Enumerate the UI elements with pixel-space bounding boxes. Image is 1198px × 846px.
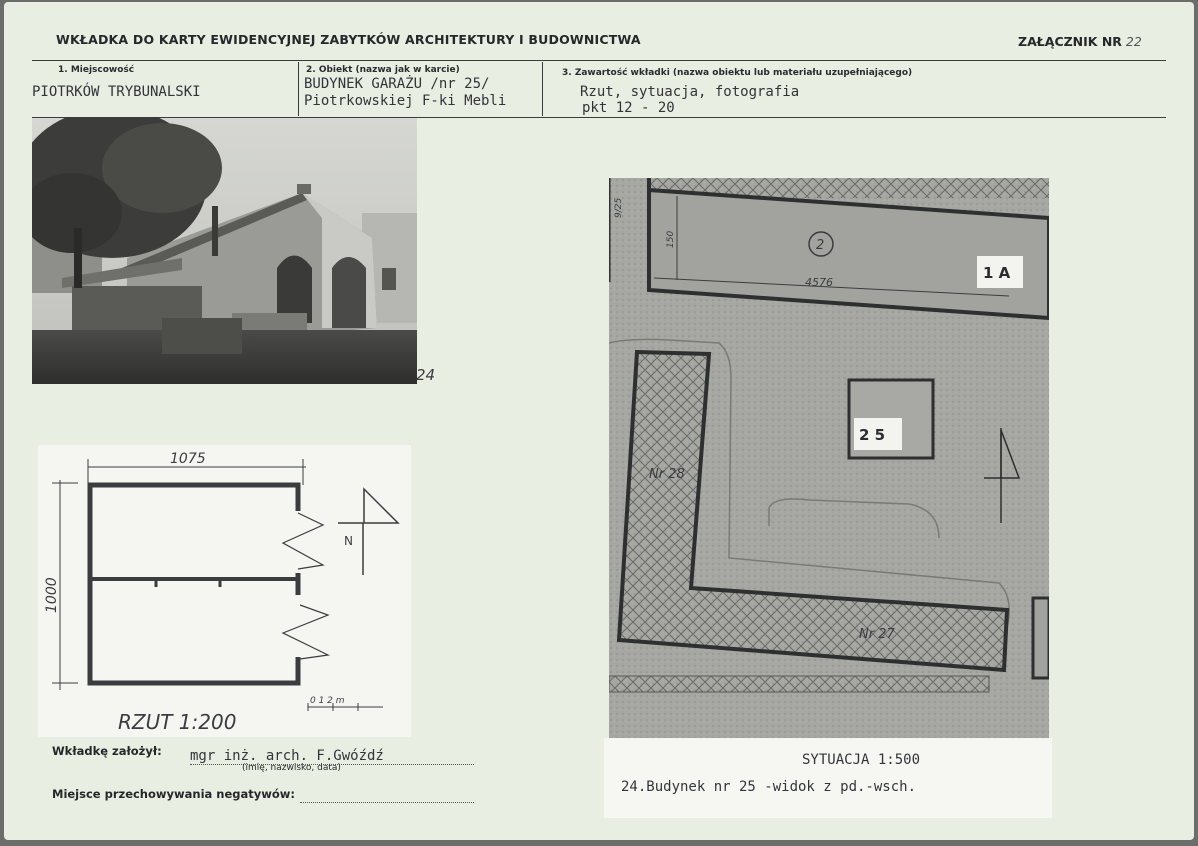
field-3-label: 3. Zawartość wkładki (nazwa obiektu lub materiału uzupełniającego) bbox=[562, 68, 913, 78]
annex-number bbox=[1018, 34, 1142, 49]
floor-plan bbox=[38, 445, 411, 737]
author-note: (imię, nazwisko, data) bbox=[242, 763, 341, 773]
photo-number: 24 bbox=[416, 366, 436, 384]
map-label-25: 2 5 bbox=[859, 426, 886, 444]
annex-number-value: 22 bbox=[1125, 34, 1142, 49]
field-divider-1 bbox=[298, 62, 299, 116]
negatives-dotline bbox=[300, 802, 474, 803]
plan-title: RZUT 1:200 bbox=[118, 710, 237, 734]
map-dim-150: 150 bbox=[666, 230, 676, 248]
header-rule bbox=[32, 60, 1166, 61]
inventory-card bbox=[4, 2, 1194, 840]
field-2-label: 2. Obiekt (nazwa jak w karcie) bbox=[306, 65, 460, 75]
author-value: mgr inż. arch. F.Gwóźdź bbox=[190, 748, 384, 764]
situation-map-drawing bbox=[609, 178, 1049, 738]
map-circle-number: 2 bbox=[816, 238, 825, 253]
map-label-1a: 1 A bbox=[983, 264, 1011, 282]
plan-dim-height: 1000 bbox=[44, 577, 60, 613]
plan-scale-bar-label: 0 1 2 m bbox=[310, 696, 345, 706]
situation-title: SYTUACJA 1:500 bbox=[802, 752, 921, 768]
map-label-nr27: Nr 27 bbox=[859, 627, 895, 642]
situation-caption-box bbox=[604, 738, 1052, 818]
field-1-value: PIOTRKÓW TRYBUNALSKI bbox=[32, 84, 201, 100]
field-2-line2: Piotrkowskiej F-ki Mebli bbox=[304, 93, 507, 109]
field-2-line1: BUDYNEK GARAŻU /nr 25/ bbox=[304, 76, 490, 92]
field-3-line1: Rzut, sytuacja, fotografia bbox=[580, 84, 800, 100]
map-label-nr28: Nr 28 bbox=[649, 467, 685, 482]
card-title: WKŁADKA DO KARTY EWIDENCYJNEJ ZABYTKÓW ARCHITEKTURY I BUDOWNICTWA bbox=[56, 32, 641, 47]
situation-map bbox=[609, 178, 1049, 738]
field-divider-2 bbox=[542, 62, 543, 116]
field-3-line2: pkt 12 - 20 bbox=[582, 100, 675, 116]
floor-plan-drawing bbox=[38, 445, 411, 737]
plan-north-label: N bbox=[344, 534, 353, 548]
map-dim-925: 9/25 bbox=[614, 197, 624, 218]
plan-dim-width: 1075 bbox=[170, 451, 206, 467]
annex-label: ZAŁĄCZNIK NR bbox=[1018, 34, 1122, 49]
building-photo-image bbox=[32, 118, 417, 384]
building-photo bbox=[32, 118, 417, 384]
map-dim-4576: 4576 bbox=[805, 276, 833, 289]
photo-caption: 24.Budynek nr 25 -widok z pd.-wsch. bbox=[621, 779, 917, 795]
field-1-label: 1. Miejscowość bbox=[58, 65, 135, 75]
author-label: Wkładkę założył: bbox=[52, 744, 162, 758]
negatives-label: Miejsce przechowywania negatywów: bbox=[52, 787, 296, 801]
